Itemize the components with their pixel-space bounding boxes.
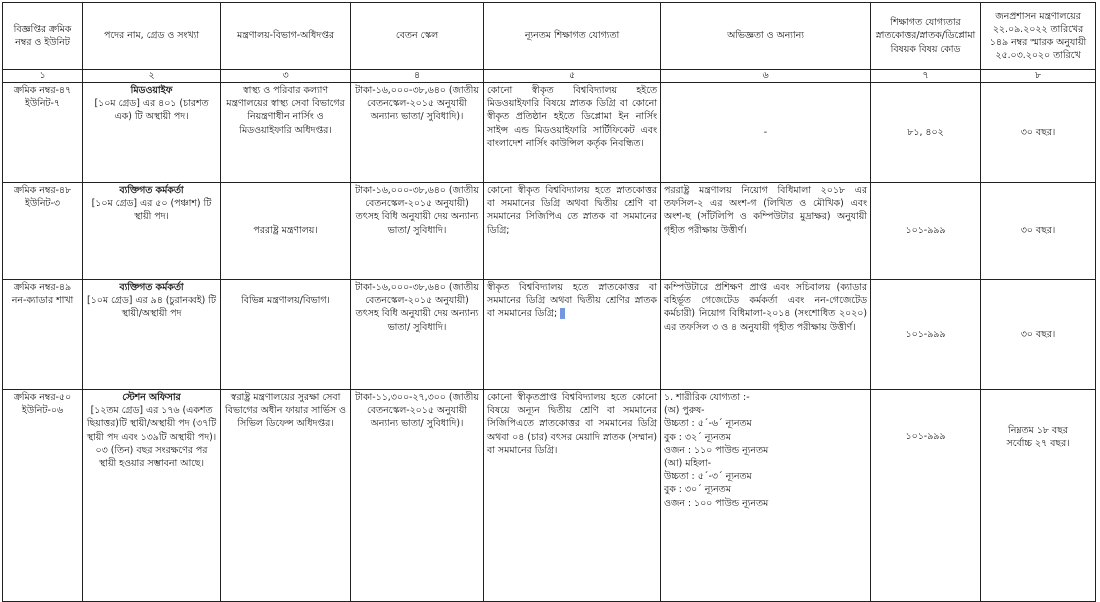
header-pay: বেতন স্কেল [351, 3, 484, 70]
serial-cell: ক্রমিক নম্বর-৪৮ ইউনিট-৩ [3, 183, 83, 280]
post-title: মিডওয়াইফ [130, 85, 173, 96]
post-cell [83, 83, 221, 183]
education-cell: কোনো স্বীকৃতপ্রাপ্ত বিশ্ববিদ্যালয় হতে কোনো বিষয়ে অন্যূন দ্বিতীয় শ্রেণি বা সমমানের সিজিপিএতে স্নাতকোত্তর বা সমমানের ডিগ্রি অথবা ০৪ (চার) বৎসর মেয়াদি স্নাতক (সম্মান) বা সমমানের ডিগ্রি। [484, 390, 661, 602]
experience-cell: পররাষ্ট্র মন্ত্রণালয় নিয়োগ বিধিমালা ২০১৮ এর তফসিল-২ এর অংশ-গ (লিখিত ও মৌখিক) এবং অংশ-ছ (সাঁটলিপি ও কম্পিউটার মুদ্রাক্ষর) অনুযায়ী গৃহীত পরীক্ষায় উত্তীর্ণ। [661, 183, 871, 280]
pay-scale-cell: টাকা-১৬,০০০-৩৮,৬৪০ (জাতীয় বেতনস্কেল-২০১৫ অনুযায়ী অন্যান্য ভাতা/ সুবিধাদি)। [351, 83, 484, 183]
post-detail: [১২তম গ্রেড] এর ১৭৬ (একশত ছিয়াত্তর)টি স্থায়ী/অস্থায়ী পদ (৩৭টি স্থায়ী পদ এবং ১৩৯টি অস্থায়ী পদ)। ০৩ (তিন) বছর সংরক্ষণের পর স্থায়ী হওয়ার সম্ভাবনা আছে। [86, 405, 217, 470]
experience-line: উচ্চতা : ৫´-৬´ ন্যূনতম [664, 418, 752, 430]
header-post: পদের নাম, গ্রেড ও সংখ্যা [83, 3, 221, 70]
experience-line: (আ) মহিলা- [664, 458, 712, 470]
subject-code-cell: ১০১-৯৯৯ [871, 390, 981, 602]
serial-cell: ক্রমিক নম্বর-৪৭ ইউনিট-৭ [3, 83, 83, 183]
experience-line: ১. শারীরিক যোগ্যতা :- [664, 392, 750, 403]
header-education: ন্যূনতম শিক্ষাগত যোগ্যতা [484, 3, 661, 70]
experience-line: বুক : ৩০´ ন্যূনতম [664, 484, 731, 496]
table-row [3, 83, 1096, 183]
post-title: ব্যক্তিগত কর্মকর্তা [119, 282, 184, 293]
experience-line: বুক : ৩২´ ন্যূনতম [664, 431, 731, 443]
post-cell [83, 390, 221, 602]
post-cell [83, 280, 221, 390]
col-number: ৮ [981, 70, 1096, 83]
col-number: ১ [3, 70, 83, 83]
subject-code-cell: ৮১, ৪০২ [871, 83, 981, 183]
experience-line: ওজন : ১১০ পাউন্ড ন্যূনতম [664, 444, 769, 456]
post-detail: [১০ম গ্রেড] এর ৫০ (পঞ্চাশ) টি স্থায়ী পদ। [91, 198, 212, 223]
subject-code-cell: ১০১-৯৯৯ [871, 280, 981, 390]
post-title: স্টেশন অফিসার [122, 392, 181, 403]
post-cell [83, 183, 221, 280]
recruitment-table-container [2, 2, 1096, 602]
serial-cell: ক্রমিক নম্বর-৪৯ নন-ক্যাডার শাখা [3, 280, 83, 390]
ministry-cell: পররাষ্ট্র মন্ত্রণালয়। [221, 183, 351, 280]
col-number: ৫ [484, 70, 661, 83]
education-cell [484, 280, 661, 390]
experience-line: ওজন : ১০০ পাউন্ড ন্যূনতম [664, 497, 769, 509]
education-text: স্বীকৃত বিশ্ববিদ্যালয় হতে স্নাতকোত্তর বা সমমানের ডিগ্রি অথবা দ্বিতীয় শ্রেণির স্নাতক বা সমমানের ডিগ্রি; [487, 282, 657, 320]
pay-scale-cell: টাকা-১৬,০০০-৩৮,৬৪০ (জাতীয় বেতনস্কেল-২০১৫ অনুযায়ী) তৎসহ বিধি অনুযায়ী দেয় অন্যান্য ভাতা/ সুবিধাদি। [351, 280, 484, 390]
ministry-cell: স্বরাষ্ট্র মন্ত্রণালয়ের সুরক্ষা সেবা বিভাগের অধীন ফায়ার সার্ভিস ও সিভিল ডিফেন্স অধিদপ্তর। [221, 390, 351, 602]
experience-cell [661, 390, 871, 602]
header-row [3, 3, 1096, 70]
col-number: ৪ [351, 70, 484, 83]
ministry-cell: বিভিন্ন মন্ত্রণালয়/বিভাগ। [221, 280, 351, 390]
header-age: জনপ্রশাসন মন্ত্রণালয়ের ২২.০৯.২০২২ তারিখের ১৪৯ নম্বর স্মারক অনুযায়ী ২৫.০৩.২০২০ তারিখে [981, 3, 1096, 70]
experience-line: উচ্চতা : ৫´-৩´ ন্যূনতম [664, 471, 752, 483]
serial-cell: ক্রমিক নম্বর-৫০ ইউনিট-০৬ [3, 390, 83, 602]
age-cell: ৩০ বছর। [981, 183, 1096, 280]
column-number-row [3, 70, 1096, 83]
age-cell [981, 390, 1096, 602]
pay-scale-cell: টাকা-১১,৩০০-২৭,৩০০ (জাতীয় বেতনস্কেল-২০১৫ অনুযায়ী অন্যান্য ভাতা/ সুবিধাদি)। [351, 390, 484, 602]
post-detail: [১০ম গ্রেড] এর ৪০১ (চারশত এক) টি অস্থায়ী পদ। [94, 98, 209, 123]
experience-cell: কম্পিউটারে প্রশিক্ষণ প্রাপ্ত এবং সচিবালয় (ক্যাডার বহির্ভূত গেজেটেড কর্মকর্তা এবং নন-গেজেটেড কর্মচারী) নিয়োগ বিধিমালা-২০১৪ (সংশোধিত ২০২০) এর তফসিল ৩ ও ৪ অনুযায়ী গৃহীত পরীক্ষায় উত্তীর্ণ। [661, 280, 871, 390]
post-detail: [১০ম গ্রেড] এর ৯৪ (চুরানব্বই) টি স্থায়ী/অস্থায়ী পদ [86, 295, 217, 320]
subject-code-cell: ১০১-৯৯৯ [871, 183, 981, 280]
experience-line: (অ) পুরুষ- [664, 405, 705, 417]
age-cell: ৩০ বছর। [981, 83, 1096, 183]
col-number: ৭ [871, 70, 981, 83]
header-ministry: মন্ত্রণালয়-বিভাগ-অধিদপ্তর [221, 3, 351, 70]
col-number: ২ [83, 70, 221, 83]
table-row [3, 390, 1096, 602]
age-cell: ৩০ বছর। [981, 280, 1096, 390]
header-experience: অভিজ্ঞতা ও অন্যান্য [661, 3, 871, 70]
col-number: ৩ [221, 70, 351, 83]
table-row [3, 280, 1096, 390]
education-cell: কোনো স্বীকৃত বিশ্ববিদ্যালয় হতে স্নাতকোত্তর বা সমমানের ডিগ্রি অথবা দ্বিতীয় শ্রেণি বা সমমানের সিজিপিএ তে স্নাতক বা সমমানের ডিগ্রি; [484, 183, 661, 280]
post-title: ব্যক্তিগত কর্মকর্তা [119, 185, 184, 196]
age-min: নিম্নতম ১৮ বছর [1008, 425, 1068, 436]
experience-cell: - [661, 83, 871, 183]
education-cell: কোনো স্বীকৃত বিশ্ববিদ্যালয় হইতে মিডওয়াইফারি বিষয়ে স্নাতক ডিগ্রি বা কোনো স্বীকৃত প্রতিষ্ঠান হইতে ডিপ্লোমা ইন নার্সিং সাইন্স এন্ড মিডওয়াইফারি সার্টিফিকেট এবং বাংলাদেশ নার্সিং কাউন্সিল কর্তৃক নিবন্ধিত। [484, 83, 661, 183]
text-cursor-marker [560, 308, 565, 319]
ministry-cell: স্বাস্থ্য ও পরিবার কল্যাণ মন্ত্রণালয়ের স্বাস্থ্য সেবা বিভাগের নিয়ন্ত্রণাধীন নার্সিং ও মিডওয়াইফারি অধিদপ্তর। [221, 83, 351, 183]
pay-scale-cell: টাকা-১৬,০০০-৩৮,৬৪০ (জাতীয় বেতনস্কেল-২০১৫ অনুযায়ী) তৎসহ বিধি অনুযায়ী দেয় অন্যান্য ভাতা/ সুবিধাদি। [351, 183, 484, 280]
header-subject-code: শিক্ষাগত যোগ্যতার স্নাতকোত্তর/স্নাতক/ডিপ্লোমা বিষয়ক বিষয় কোড [871, 3, 981, 70]
age-max: সর্বোচ্চ ২৭ বছর। [1006, 438, 1070, 450]
table-row [3, 183, 1096, 280]
recruitment-table [2, 2, 1096, 602]
header-serial: বিজ্ঞপ্তির ক্রমিক নম্বর ও ইউনিট [3, 3, 83, 70]
col-number: ৬ [661, 70, 871, 83]
